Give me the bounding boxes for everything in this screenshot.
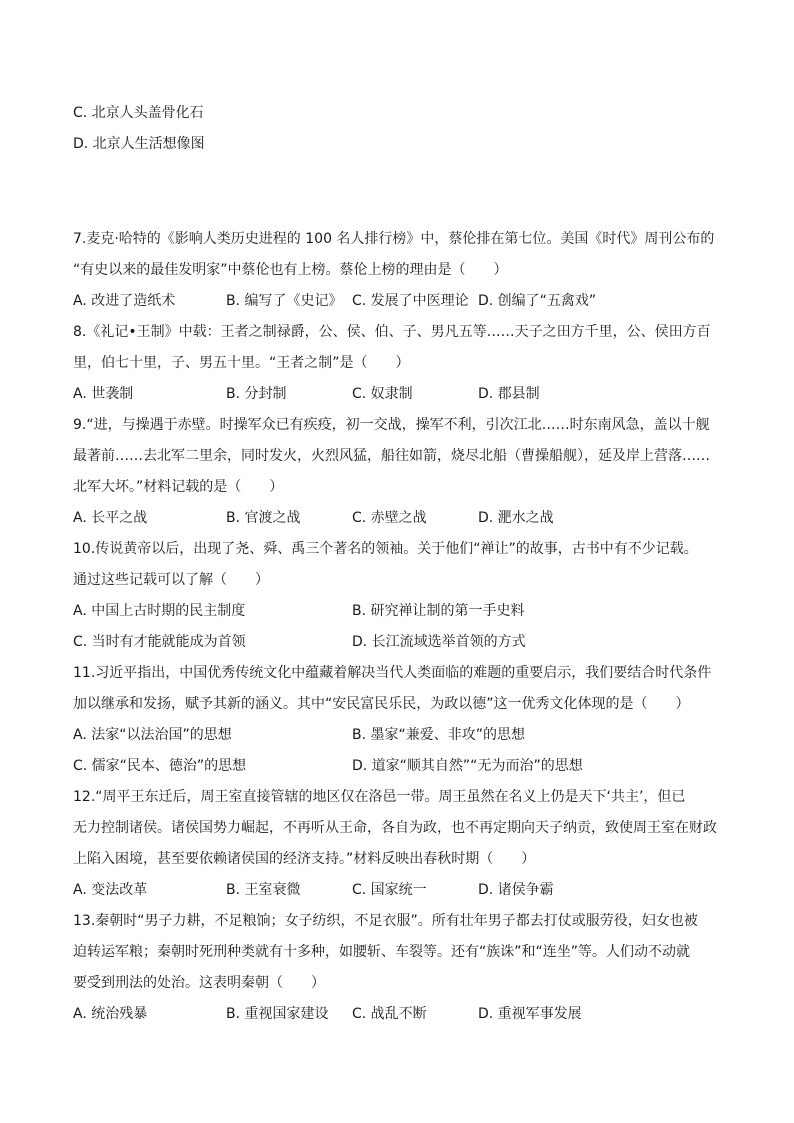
question-9-stem-line-1: 9.“进，与操遇于赤壁。时操军众已有疾疫，初一交战，操军不利，引次江北……时东南风急，盖以十舰 — [73, 417, 710, 433]
question-11-option-d: D. 道家“顺其自然”“无为而治”的思想 — [352, 758, 583, 774]
question-13-stem-line-3: 要受到刑法的处治。这表明秦朝（ ） — [73, 975, 325, 991]
question-7-option-d: D. 创编了“五禽戏” — [478, 293, 597, 309]
question-12-option-b: B. 王室衰微 — [226, 882, 301, 898]
question-8-stem-line-1: 8.《礼记•王制》中载：王者之制禄爵，公、侯、伯、子、男凡五等……天子之田方千里，公、侯田方百 — [73, 324, 711, 340]
question-11-option-b: B. 墨家“兼爱、非攻”的思想 — [352, 727, 526, 743]
option-d-prev: D. 北京人生活想像图 — [73, 136, 205, 152]
question-7-stem-line-1: 7.麦克·哈特的《影响人类历史进程的 100 名人排行榜》中，蔡伦排在第七位。美国《时代》周刊公布的 — [73, 231, 715, 247]
question-10-stem-line-2: 通过这些记载可以了解（ ） — [73, 572, 269, 588]
question-9-option-d: D. 淝水之战 — [478, 510, 554, 526]
question-9-option-c: C. 赤壁之战 — [352, 510, 427, 526]
question-10-option-d: D. 长江流域选举首领的方式 — [352, 634, 526, 650]
question-8-stem-line-2: 里，伯七十里，子、男五十里。“王者之制”是（ ） — [73, 355, 410, 371]
question-13-stem-line-2: 迫转运军粮；秦朝时死刑种类就有十多种，如腰斩、车裂等。还有“族诛”和“连坐”等。人们动不动就 — [73, 944, 691, 960]
question-7-stem-line-2: “有史以来的最佳发明家”中蔡伦也有上榜。蔡伦上榜的理由是（ ） — [73, 262, 508, 278]
question-10-option-a: A. 中国上古时期的民主制度 — [73, 603, 246, 619]
option-c-prev: C. 北京人头盖骨化石 — [73, 105, 204, 121]
question-9-option-a: A. 长平之战 — [73, 510, 148, 526]
question-11-option-a: A. 法家“以法治国”的思想 — [73, 727, 232, 743]
question-9-option-b: B. 官渡之战 — [226, 510, 301, 526]
question-11-option-c: C. 儒家“民本、德治”的思想 — [73, 758, 247, 774]
question-13-option-a: A. 统治残暴 — [73, 1006, 148, 1022]
question-9-stem-line-3: 北军大坏。”材料记载的是（ ） — [73, 479, 284, 495]
question-13-stem-line-1: 13.秦朝时“男子力耕，不足粮饷；女子纺织，不足衣服”。所有壮年男子都去打仗或服劳役，妇女也被 — [73, 913, 698, 929]
question-7-option-b: B. 编写了《史记》 — [226, 293, 343, 309]
question-11-stem-line-1: 11.习近平指出，中国优秀传统文化中蕴藏着解决当代人类面临的难题的重要启示，我们要结合时代条件 — [73, 665, 712, 681]
question-8-option-c: C. 奴隶制 — [352, 386, 413, 402]
question-7-option-c: C. 发展了中医理论 — [352, 293, 469, 309]
question-13-option-d: D. 重视军事发展 — [478, 1006, 582, 1022]
question-13-option-c: C. 战乱不断 — [352, 1006, 427, 1022]
question-7-option-a: A. 改进了造纸术 — [73, 293, 176, 309]
question-13-option-b: B. 重视国家建设 — [226, 1006, 329, 1022]
question-10-option-b: B. 研究禅让制的第一手史料 — [352, 603, 525, 619]
question-12-option-d: D. 诸侯争霸 — [478, 882, 554, 898]
question-11-stem-line-2: 加以继承和发扬，赋予其新的涵义。其中“安民富民乐民，为政以德”这一优秀文化体现的是（ ） — [73, 696, 690, 712]
question-12-option-a: A. 变法改革 — [73, 882, 148, 898]
question-10-option-c: C. 当时有才能就能成为首领 — [73, 634, 246, 650]
question-12-stem-line-2: 无力控制诸侯。诸侯国势力崛起，不再听从王命，各自为政，也不再定期向天子纳贡，致使周王室在财政 — [73, 820, 717, 836]
question-8-option-b: B. 分封制 — [226, 386, 287, 402]
question-8-option-a: A. 世袭制 — [73, 386, 134, 402]
question-12-stem-line-1: 12.“周平王东迁后，周王室直接管辖的地区仅在洛邑一带。周王虽然在名义上仍是天下‘共主’，但已 — [73, 789, 686, 805]
question-12-option-c: C. 国家统一 — [352, 882, 427, 898]
question-10-stem-line-1: 10.传说黄帝以后，出现了尧、舜、禹三个著名的领袖。关于他们“禅让”的故事，古书中有不少记载。 — [73, 541, 698, 557]
question-8-option-d: D. 郡县制 — [478, 386, 540, 402]
question-12-stem-line-3: 上陷入困境，甚至要依赖诸侯国的经济支持。”材料反映出春秋时期（ ） — [73, 851, 536, 867]
question-9-stem-line-2: 最著前……去北军二里余，同时发火，火烈风猛，船往如箭，烧尽北船（曹操船舰），延及岸上营落…… — [73, 448, 710, 464]
